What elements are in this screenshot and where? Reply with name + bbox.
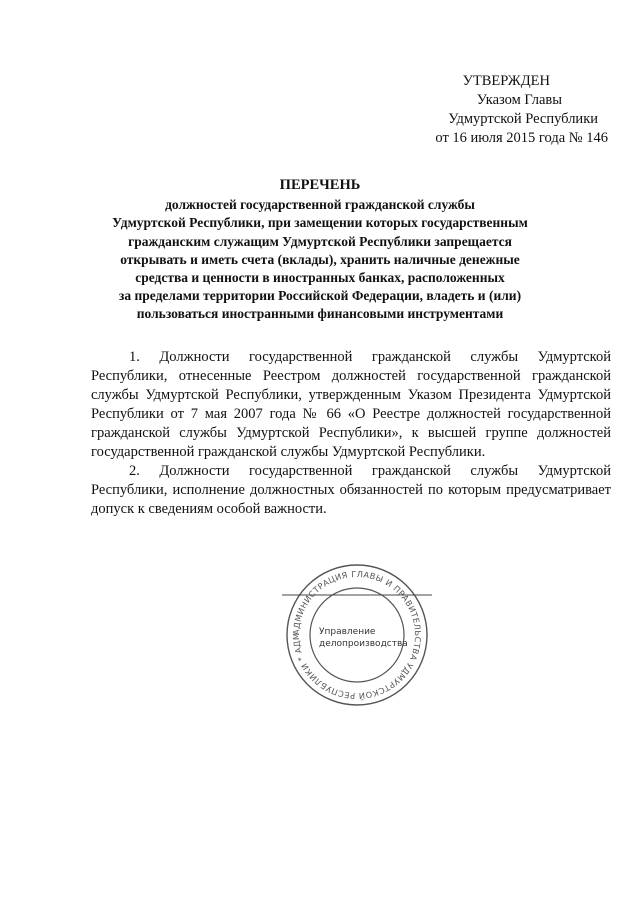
official-stamp — [282, 560, 432, 710]
stamp-ring-text-path: АДМИНИСТРАЦИЯ ГЛАВЫ И ПРАВИТЕЛЬСТВА УДМУРТСКОЙ РЕСПУБЛИКИ * АДМ — [290, 568, 424, 702]
title-line: Удмуртской Республики, при замещении которых государственным — [112, 215, 528, 231]
stamp-center-line2: делопроизводства — [319, 639, 408, 649]
list-item-2: 2. Должности государственной гражданской службы Удмуртской Республики, исполнение должностных обязанностей по которым предусматривает допуск к сведениям особой важности. — [91, 463, 611, 517]
title-line: должностей государственной гражданской службы — [165, 197, 475, 213]
title-heading: ПЕРЕЧЕНЬ — [279, 177, 361, 193]
list-item-1: 1. Должности государственной гражданской службы Удмуртской Республики, отнесенные Реестром должностей государственной гражданской службы Удмуртской Республики, утвержденным Указом Президента Удмуртской Республики от 7 мая 2007 года № 66 «О Реестре должностей государственной гражданской службы Удмуртской Республики», к высшей группе должностей государственной гражданской службы Удмуртской Республики. — [91, 349, 611, 460]
document-title — [80, 176, 560, 324]
title-line: гражданским служащим Удмуртской Республики запрещается — [128, 233, 512, 249]
title-line: за пределами территории Российской Федерации, владеть и (или) — [118, 288, 522, 304]
title-line: пользоваться иностранными финансовыми инструментами — [136, 306, 504, 322]
approval-date: от 16 июля 2015 года № 146 — [435, 130, 608, 146]
title-line: открывать и иметь счета (вклады), хранить наличные денежные — [120, 251, 520, 267]
approval-status: УТВЕРЖДЕН — [462, 73, 550, 89]
approval-authority: Указом Главы — [476, 92, 562, 108]
approval-block — [435, 72, 608, 148]
document-body — [91, 348, 611, 519]
approval-region: Удмуртской Республики — [448, 111, 598, 127]
stamp-seal-icon — [282, 560, 432, 710]
stamp-center-line1: Управление — [319, 627, 376, 637]
title-line: средства и ценности в иностранных банках, расположенных — [135, 270, 505, 286]
